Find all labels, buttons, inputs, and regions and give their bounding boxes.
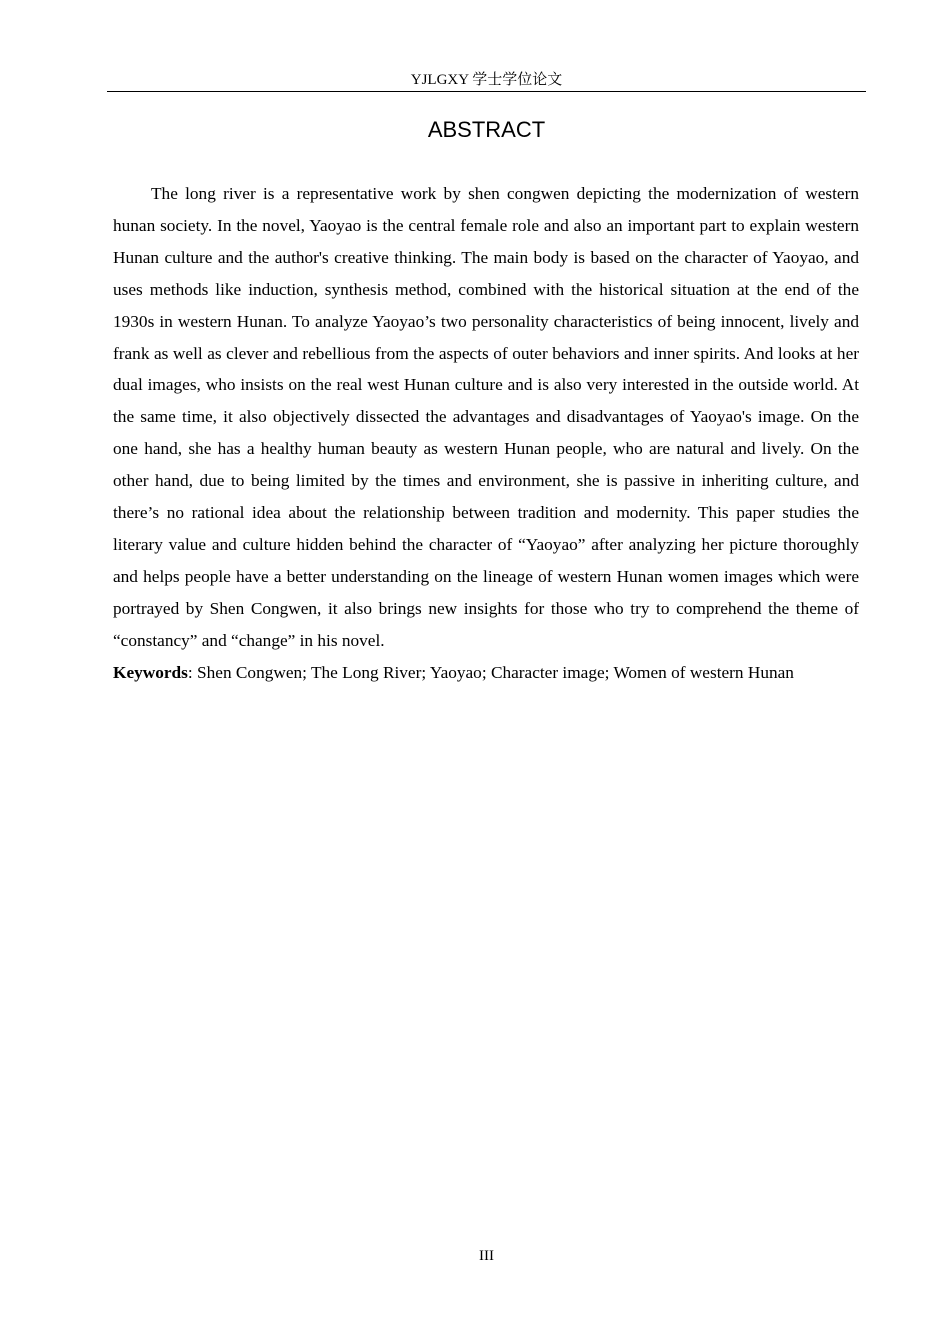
- header-rule: [107, 91, 866, 92]
- keywords-separator: :: [187, 662, 193, 682]
- keywords-line: [113, 657, 859, 689]
- abstract-heading: ABSTRACT: [427, 117, 546, 142]
- keywords-label: Keywords: [113, 662, 188, 682]
- keywords-value: Shen Congwen; The Long River; Yaoyao; Character image; Women of western Hunan: [192, 662, 794, 682]
- page-number: III: [479, 1248, 494, 1264]
- abstract-paragraph: The long river is a representative work by shen congwen depicting the modernization of western hunan society. In the novel, Yaoyao is the central female role and also an important part to explain western Hunan culture and the author's creative thinking. The main body is based on the character of Yaoyao, and uses methods like induction, synthesis method, combined with the historical situation at the end of the 1930s in western Hunan. To analyze Yaoyao’s two personality characteristics of being innocent, lively and frank as well as clever and rebellious from the aspects of outer behaviors and inner spirits. And looks at her dual images, who insists on the real west Hunan culture and is also very interested in the outside world. At the same time, it also objectively dissected the advantages and disadvantages of Yaoyao's image. On the one hand, she has a healthy human beauty as western Hunan people, who are natural and lively. On the other hand, due to being limited by the times and environment, she is passive in inheriting culture, and there’s no rational idea about the relationship between tradition and modernity. This paper studies the literary value and culture hidden behind the character of “Yaoyao” after analyzing her picture thoroughly and helps people have a better understanding on the lineage of western Hunan women images which were portrayed by Shen Congwen, it also brings new insights for those who try to comprehend the theme of “constancy” and “change” in his novel.: [113, 184, 859, 650]
- abstract-section: [113, 178, 859, 689]
- page-header: YJLGXY 学士学位论文: [410, 72, 563, 88]
